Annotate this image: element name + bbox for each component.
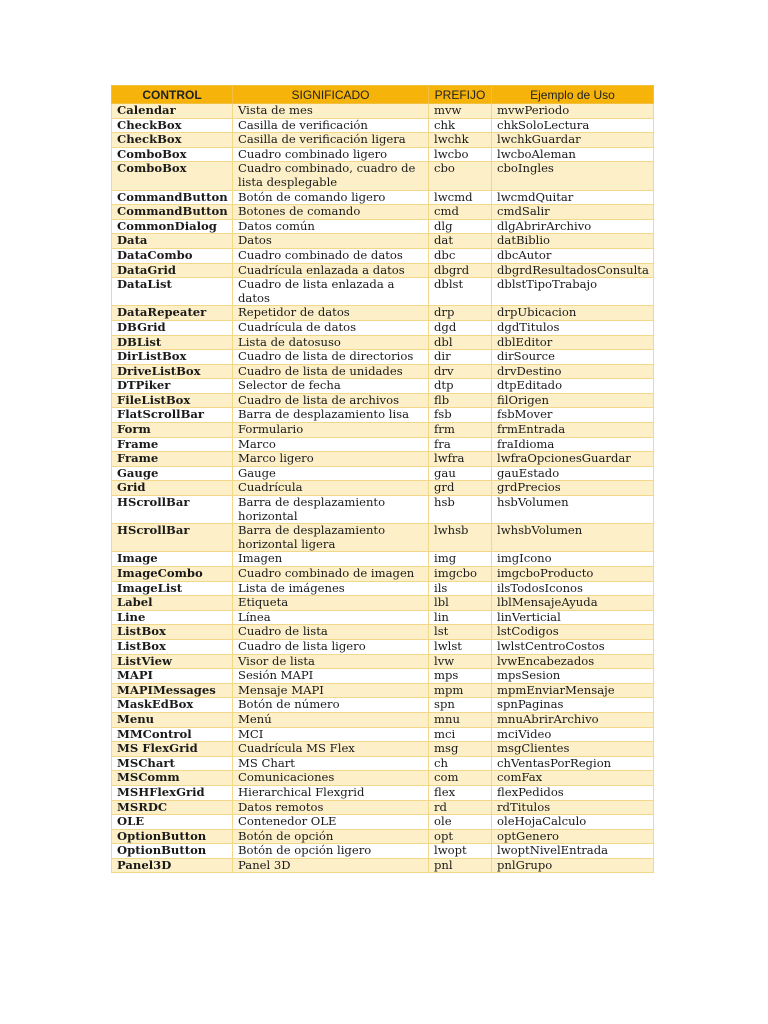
control-cell: DataList — [112, 278, 233, 306]
control-cell: ImageCombo — [112, 567, 233, 582]
ejemplo-cell: linVerticial — [492, 610, 654, 625]
control-cell: Menu — [112, 712, 233, 727]
table-row — [112, 858, 654, 873]
prefijo-cell: dtp — [429, 379, 492, 394]
significado-cell: Cuadro de lista enlazada a datos — [233, 278, 429, 306]
prefijo-cell: img — [429, 552, 492, 567]
control-cell: DBList — [112, 335, 233, 350]
significado-cell: Cuadrícula MS Flex — [233, 742, 429, 757]
control-cell: Panel3D — [112, 858, 233, 873]
prefijo-cell: dbl — [429, 335, 492, 350]
significado-cell: Cuadro de lista de unidades — [233, 364, 429, 379]
ejemplo-cell: dlgAbrirArchivo — [492, 219, 654, 234]
significado-cell: Línea — [233, 610, 429, 625]
table-row — [112, 756, 654, 771]
control-cell: Data — [112, 234, 233, 249]
ejemplo-cell: drpUbicacion — [492, 306, 654, 321]
table-row — [112, 263, 654, 278]
control-cell: DirListBox — [112, 350, 233, 365]
prefijo-cell: lwcbo — [429, 147, 492, 162]
prefijo-cell: mnu — [429, 712, 492, 727]
significado-cell: Lista de datosuso — [233, 335, 429, 350]
table-row — [112, 800, 654, 815]
table-row — [112, 742, 654, 757]
controls-table — [111, 85, 654, 873]
ejemplo-cell: lwfraOpcionesGuardar — [492, 452, 654, 467]
control-cell: CheckBox — [112, 133, 233, 148]
prefijo-cell: lwcmd — [429, 190, 492, 205]
significado-cell: Cuadrícula — [233, 481, 429, 496]
ejemplo-cell: mpsSesion — [492, 669, 654, 684]
table-row — [112, 496, 654, 524]
prefijo-cell: ch — [429, 756, 492, 771]
table-row — [112, 524, 654, 552]
significado-cell: Cuadrícula de datos — [233, 320, 429, 335]
prefijo-cell: lwopt — [429, 844, 492, 859]
prefijo-cell: flex — [429, 785, 492, 800]
control-cell: ListBox — [112, 639, 233, 654]
significado-cell: Vista de mes — [233, 104, 429, 119]
prefijo-cell: frm — [429, 423, 492, 438]
significado-cell: Imagen — [233, 552, 429, 567]
ejemplo-cell: dbcAutor — [492, 248, 654, 263]
control-cell: DriveListBox — [112, 364, 233, 379]
control-cell: MSChart — [112, 756, 233, 771]
ejemplo-cell: dirSource — [492, 350, 654, 365]
ejemplo-cell: chVentasPorRegion — [492, 756, 654, 771]
table-row — [112, 423, 654, 438]
ejemplo-cell: mnuAbrirArchivo — [492, 712, 654, 727]
table-row — [112, 596, 654, 611]
header-significado: SIGNIFICADO — [233, 86, 429, 104]
ejemplo-cell: chkSoloLectura — [492, 118, 654, 133]
significado-cell: Cuadro de lista de archivos — [233, 393, 429, 408]
table-row — [112, 654, 654, 669]
table-row — [112, 147, 654, 162]
prefijo-cell: ils — [429, 581, 492, 596]
prefijo-cell: mvw — [429, 104, 492, 119]
significado-cell: Panel 3D — [233, 858, 429, 873]
significado-cell: Datos remotos — [233, 800, 429, 815]
significado-cell: Casilla de verificación ligera — [233, 133, 429, 148]
ejemplo-cell: imgIcono — [492, 552, 654, 567]
control-cell: CommandButton — [112, 190, 233, 205]
table-row — [112, 393, 654, 408]
control-cell: Line — [112, 610, 233, 625]
prefijo-cell: drp — [429, 306, 492, 321]
significado-cell: MCI — [233, 727, 429, 742]
control-cell: MSRDC — [112, 800, 233, 815]
significado-cell: Botón de opción ligero — [233, 844, 429, 859]
prefijo-cell: dbgrd — [429, 263, 492, 278]
table-row — [112, 552, 654, 567]
control-cell: OLE — [112, 815, 233, 830]
prefijo-cell: imgcbo — [429, 567, 492, 582]
ejemplo-cell: rdTitulos — [492, 800, 654, 815]
control-cell: HScrollBar — [112, 496, 233, 524]
ejemplo-cell: fraIdioma — [492, 437, 654, 452]
prefijo-cell: gau — [429, 466, 492, 481]
significado-cell: Cuadro combinado ligero — [233, 147, 429, 162]
table-row — [112, 219, 654, 234]
significado-cell: Cuadro combinado, cuadro de lista desplegable — [233, 162, 429, 190]
control-cell: MAPI — [112, 669, 233, 684]
significado-cell: Sesión MAPI — [233, 669, 429, 684]
ejemplo-cell: hsbVolumen — [492, 496, 654, 524]
prefijo-cell: lin — [429, 610, 492, 625]
ejemplo-cell: lwchkGuardar — [492, 133, 654, 148]
prefijo-cell: fra — [429, 437, 492, 452]
significado-cell: Cuadro combinado de imagen — [233, 567, 429, 582]
table-row — [112, 190, 654, 205]
prefijo-cell: chk — [429, 118, 492, 133]
table-row — [112, 669, 654, 684]
table-row — [112, 350, 654, 365]
table-row — [112, 364, 654, 379]
ejemplo-cell: pnlGrupo — [492, 858, 654, 873]
control-cell: Frame — [112, 437, 233, 452]
ejemplo-cell: gauEstado — [492, 466, 654, 481]
prefijo-cell: cbo — [429, 162, 492, 190]
prefijo-cell: pnl — [429, 858, 492, 873]
significado-cell: Marco ligero — [233, 452, 429, 467]
prefijo-cell: mci — [429, 727, 492, 742]
prefijo-cell: rd — [429, 800, 492, 815]
significado-cell: Botón de número — [233, 698, 429, 713]
table-row — [112, 320, 654, 335]
table-row — [112, 205, 654, 220]
significado-cell: Cuadro de lista — [233, 625, 429, 640]
control-cell: Image — [112, 552, 233, 567]
table-row — [112, 248, 654, 263]
table-row — [112, 408, 654, 423]
control-cell: DataCombo — [112, 248, 233, 263]
ejemplo-cell: frmEntrada — [492, 423, 654, 438]
table-row — [112, 815, 654, 830]
control-cell: Label — [112, 596, 233, 611]
prefijo-cell: hsb — [429, 496, 492, 524]
control-cell: OptionButton — [112, 844, 233, 859]
prefijo-cell: drv — [429, 364, 492, 379]
control-cell: ComboBox — [112, 162, 233, 190]
significado-cell: Cuadrícula enlazada a datos — [233, 263, 429, 278]
table-row — [112, 727, 654, 742]
ejemplo-cell: mciVideo — [492, 727, 654, 742]
table-row — [112, 683, 654, 698]
prefijo-cell: lvw — [429, 654, 492, 669]
table-row — [112, 771, 654, 786]
significado-cell: Contenedor OLE — [233, 815, 429, 830]
prefijo-cell: opt — [429, 829, 492, 844]
control-cell: ImageList — [112, 581, 233, 596]
ejemplo-cell: msgClientes — [492, 742, 654, 757]
control-cell: ListBox — [112, 625, 233, 640]
significado-cell: Repetidor de datos — [233, 306, 429, 321]
table-row — [112, 581, 654, 596]
table-row — [112, 162, 654, 190]
significado-cell: Mensaje MAPI — [233, 683, 429, 698]
prefijo-cell: flb — [429, 393, 492, 408]
table-row — [112, 118, 654, 133]
table-row — [112, 481, 654, 496]
ejemplo-cell: lvwEncabezados — [492, 654, 654, 669]
control-cell: OptionButton — [112, 829, 233, 844]
table-row — [112, 437, 654, 452]
significado-cell: Botón de comando ligero — [233, 190, 429, 205]
prefijo-cell: fsb — [429, 408, 492, 423]
significado-cell: Datos común — [233, 219, 429, 234]
prefijo-cell: mpm — [429, 683, 492, 698]
table-row — [112, 379, 654, 394]
control-cell: MSHFlexGrid — [112, 785, 233, 800]
control-cell: Grid — [112, 481, 233, 496]
table-row — [112, 610, 654, 625]
control-cell: MS FlexGrid — [112, 742, 233, 757]
ejemplo-cell: dtpEditado — [492, 379, 654, 394]
significado-cell: Hierarchical Flexgrid — [233, 785, 429, 800]
significado-cell: Visor de lista — [233, 654, 429, 669]
significado-cell: Marco — [233, 437, 429, 452]
table-row — [112, 785, 654, 800]
ejemplo-cell: mvwPeriodo — [492, 104, 654, 119]
header-control: CONTROL — [112, 86, 233, 104]
table-row — [112, 466, 654, 481]
ejemplo-cell: dbgrdResultadosConsulta — [492, 263, 654, 278]
table-row — [112, 278, 654, 306]
table-row — [112, 844, 654, 859]
prefijo-cell: dgd — [429, 320, 492, 335]
ejemplo-cell: dblstTipoTrabajo — [492, 278, 654, 306]
prefijo-cell: dlg — [429, 219, 492, 234]
control-cell: DataGrid — [112, 263, 233, 278]
significado-cell: Botones de comando — [233, 205, 429, 220]
table-body — [112, 104, 654, 873]
ejemplo-cell: dgdTitulos — [492, 320, 654, 335]
ejemplo-cell: datBiblio — [492, 234, 654, 249]
ejemplo-cell: fsbMover — [492, 408, 654, 423]
prefijo-cell: com — [429, 771, 492, 786]
control-cell: MSComm — [112, 771, 233, 786]
control-cell: Frame — [112, 452, 233, 467]
ejemplo-cell: filOrigen — [492, 393, 654, 408]
prefijo-cell: dbc — [429, 248, 492, 263]
table-row — [112, 234, 654, 249]
ejemplo-cell: lblMensajeAyuda — [492, 596, 654, 611]
significado-cell: Menú — [233, 712, 429, 727]
control-cell: FileListBox — [112, 393, 233, 408]
ejemplo-cell: optGenero — [492, 829, 654, 844]
control-cell: ComboBox — [112, 147, 233, 162]
prefijo-cell: lwchk — [429, 133, 492, 148]
ejemplo-cell: grdPrecios — [492, 481, 654, 496]
table-header — [112, 86, 654, 104]
significado-cell: MS Chart — [233, 756, 429, 771]
header-prefijo: PREFIJO — [429, 86, 492, 104]
control-cell: CommandButton — [112, 205, 233, 220]
significado-cell: Barra de desplazamiento lisa — [233, 408, 429, 423]
prefijo-cell: lst — [429, 625, 492, 640]
ejemplo-cell: lwoptNivelEntrada — [492, 844, 654, 859]
significado-cell: Datos — [233, 234, 429, 249]
ejemplo-cell: drvDestino — [492, 364, 654, 379]
significado-cell: Botón de opción — [233, 829, 429, 844]
table-row — [112, 133, 654, 148]
ejemplo-cell: lstCodigos — [492, 625, 654, 640]
table-row — [112, 335, 654, 350]
header-ejemplo: Ejemplo de Uso — [492, 86, 654, 104]
prefijo-cell: lwhsb — [429, 524, 492, 552]
prefijo-cell: dat — [429, 234, 492, 249]
ejemplo-cell: imgcboProducto — [492, 567, 654, 582]
significado-cell: Barra de desplazamiento horizontal — [233, 496, 429, 524]
control-cell: FlatScrollBar — [112, 408, 233, 423]
significado-cell: Comunicaciones — [233, 771, 429, 786]
control-cell: DBGrid — [112, 320, 233, 335]
control-cell: MAPIMessages — [112, 683, 233, 698]
control-cell: MMControl — [112, 727, 233, 742]
table-row — [112, 829, 654, 844]
control-cell: HScrollBar — [112, 524, 233, 552]
control-cell: ListView — [112, 654, 233, 669]
prefijo-cell: mps — [429, 669, 492, 684]
ejemplo-cell: mpmEnviarMensaje — [492, 683, 654, 698]
control-cell: DTPiker — [112, 379, 233, 394]
significado-cell: Lista de imágenes — [233, 581, 429, 596]
control-cell: DataRepeater — [112, 306, 233, 321]
significado-cell: Casilla de verificación — [233, 118, 429, 133]
prefijo-cell: msg — [429, 742, 492, 757]
control-cell: Gauge — [112, 466, 233, 481]
ejemplo-cell: cboIngles — [492, 162, 654, 190]
significado-cell: Gauge — [233, 466, 429, 481]
prefijo-cell: cmd — [429, 205, 492, 220]
control-cell: CheckBox — [112, 118, 233, 133]
ejemplo-cell: spnPaginas — [492, 698, 654, 713]
table-row — [112, 567, 654, 582]
prefijo-cell: lwlst — [429, 639, 492, 654]
table-row — [112, 639, 654, 654]
ejemplo-cell: comFax — [492, 771, 654, 786]
table-row — [112, 306, 654, 321]
ejemplo-cell: lwhsbVolumen — [492, 524, 654, 552]
prefijo-cell: dblst — [429, 278, 492, 306]
table-row — [112, 625, 654, 640]
prefijo-cell: grd — [429, 481, 492, 496]
control-cell: Form — [112, 423, 233, 438]
prefijo-cell: lbl — [429, 596, 492, 611]
significado-cell: Etiqueta — [233, 596, 429, 611]
significado-cell: Formulario — [233, 423, 429, 438]
significado-cell: Selector de fecha — [233, 379, 429, 394]
ejemplo-cell: dblEditor — [492, 335, 654, 350]
ejemplo-cell: lwlstCentroCostos — [492, 639, 654, 654]
header-row — [112, 86, 654, 104]
table-row — [112, 712, 654, 727]
ejemplo-cell: lwcmdQuitar — [492, 190, 654, 205]
table-row — [112, 104, 654, 119]
ejemplo-cell: lwcboAleman — [492, 147, 654, 162]
prefijo-cell: dir — [429, 350, 492, 365]
prefijo-cell: lwfra — [429, 452, 492, 467]
ejemplo-cell: oleHojaCalculo — [492, 815, 654, 830]
significado-cell: Cuadro de lista ligero — [233, 639, 429, 654]
control-cell: MaskEdBox — [112, 698, 233, 713]
prefijo-cell: ole — [429, 815, 492, 830]
control-cell: Calendar — [112, 104, 233, 119]
ejemplo-cell: cmdSalir — [492, 205, 654, 220]
table-row — [112, 698, 654, 713]
significado-cell: Barra de desplazamiento horizontal ligera — [233, 524, 429, 552]
ejemplo-cell: ilsTodosIconos — [492, 581, 654, 596]
significado-cell: Cuadro combinado de datos — [233, 248, 429, 263]
significado-cell: Cuadro de lista de directorios — [233, 350, 429, 365]
ejemplo-cell: flexPedidos — [492, 785, 654, 800]
table-row — [112, 452, 654, 467]
prefijo-cell: spn — [429, 698, 492, 713]
control-cell: CommonDialog — [112, 219, 233, 234]
